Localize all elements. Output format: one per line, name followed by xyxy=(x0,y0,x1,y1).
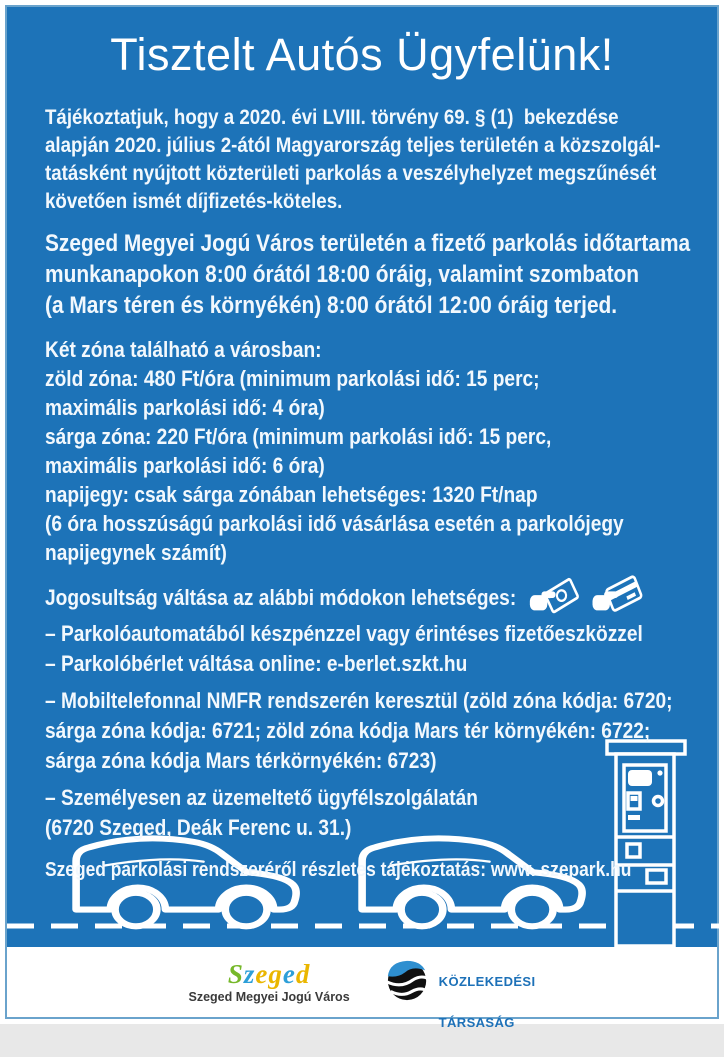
flyer-content xyxy=(7,29,717,883)
szeged-logo-caption: Szeged Megyei Jogú Város xyxy=(188,989,350,1004)
szeged-city-logo xyxy=(188,958,350,1004)
payment-item: – Személyesen az üzemeltető ügyfélszolgálatán xyxy=(45,785,478,810)
flyer-frame xyxy=(5,5,719,1030)
zones-line: maximális parkolási idő: 4 óra) xyxy=(45,395,325,420)
zones-line: zöld zóna: 480 Ft/óra (minimum parkolási idő: 15 perc; xyxy=(45,366,540,391)
zones-line: maximális parkolási idő: 6 óra) xyxy=(45,453,325,478)
logo-letter: z xyxy=(243,958,256,989)
zones-line: napijegynek számít) xyxy=(45,540,227,565)
payment-item: – Parkolóautomatából készpénzzel vagy érintéses fizetőeszközzel xyxy=(45,621,643,646)
flyer-body xyxy=(7,7,717,947)
page-title: Tisztelt Autós Ügyfelünk! xyxy=(110,29,614,80)
payment-heading: Jogosultság váltása az alábbi módokon lehetséges: xyxy=(45,585,517,610)
szkt-text-line: TÁRSASÁG xyxy=(438,1014,515,1030)
logo-letter: g xyxy=(268,958,283,989)
intro-line: alapján 2020. július 2-ától Magyarország teljes területén a közszolgál- xyxy=(45,133,661,157)
logo-letter: e xyxy=(282,958,296,989)
szkt-text-line: KÖZLEKEDÉSI xyxy=(438,974,536,990)
intro-line: tatásként nyújtott közterületi parkolás a veszélyhelyzet megszűnését xyxy=(45,161,657,185)
payment-item: (6720 Szeged, Deák Ferenc u. 31.) xyxy=(45,815,352,840)
footer-logo-bar xyxy=(7,947,717,1030)
intro-paragraph xyxy=(45,103,661,215)
payment-item: – Parkolóbérlet váltása online: e-berlet.szkt.hu xyxy=(45,651,468,676)
intro-line: követően ismét díjfizetés-köteles. xyxy=(45,189,343,213)
hand-with-banknote-icon xyxy=(527,577,581,619)
hours-line: munkanapokon 8:00 órától 18:00 óráig, valamint szombaton xyxy=(45,261,640,288)
payment-section xyxy=(45,577,673,843)
zones-line: napijegy: csak sárga zónában lehetséges: 1320 Ft/nap xyxy=(45,482,538,507)
intro-line: Tájékoztatjuk, hogy a 2020. évi LVIII. törvény 69. § (1) bekezdése xyxy=(45,105,619,129)
logo-letter: e xyxy=(255,958,269,989)
info-line: Szeged parkolási rendszeréről részletes tájékoztatás: www. szepark.hu xyxy=(45,859,632,881)
payment-item: sárga zóna kódja: 6721; zöld zóna kódja Mars tér környékén: 6722; xyxy=(45,718,651,743)
zones-line: Két zóna található a városban: xyxy=(45,337,322,362)
logo-letter: S xyxy=(227,958,244,989)
szkt-globe-icon xyxy=(384,957,430,1008)
payment-icons xyxy=(527,577,644,619)
zones-paragraph xyxy=(45,335,624,567)
payment-item: – Mobiltelefonnal NMFR rendszerén keresztül (zöld zóna kódja: 6720; xyxy=(45,688,673,713)
hours-paragraph xyxy=(45,228,691,321)
payment-item: sárga zóna kódja Mars térkörnyékén: 6723) xyxy=(45,748,437,773)
hand-with-card-icon xyxy=(589,577,643,619)
szeged-logo-wordmark xyxy=(188,958,349,989)
hours-line: Szeged Megyei Jogú Város területén a fizető parkolás időtartama xyxy=(45,230,691,257)
info-paragraph xyxy=(45,857,632,883)
hours-line: (a Mars téren és környékén) 8:00 órától 12:00 óráig terjed. xyxy=(45,292,618,319)
zones-line: (6 óra hosszúságú parkolási idő vásárlása esetén a parkolójegy xyxy=(45,511,624,536)
zones-line: sárga zóna: 220 Ft/óra (minimum parkolási idő: 15 perc, xyxy=(45,424,552,449)
logo-letter: d xyxy=(295,958,311,989)
payment-heading-row xyxy=(45,577,597,619)
